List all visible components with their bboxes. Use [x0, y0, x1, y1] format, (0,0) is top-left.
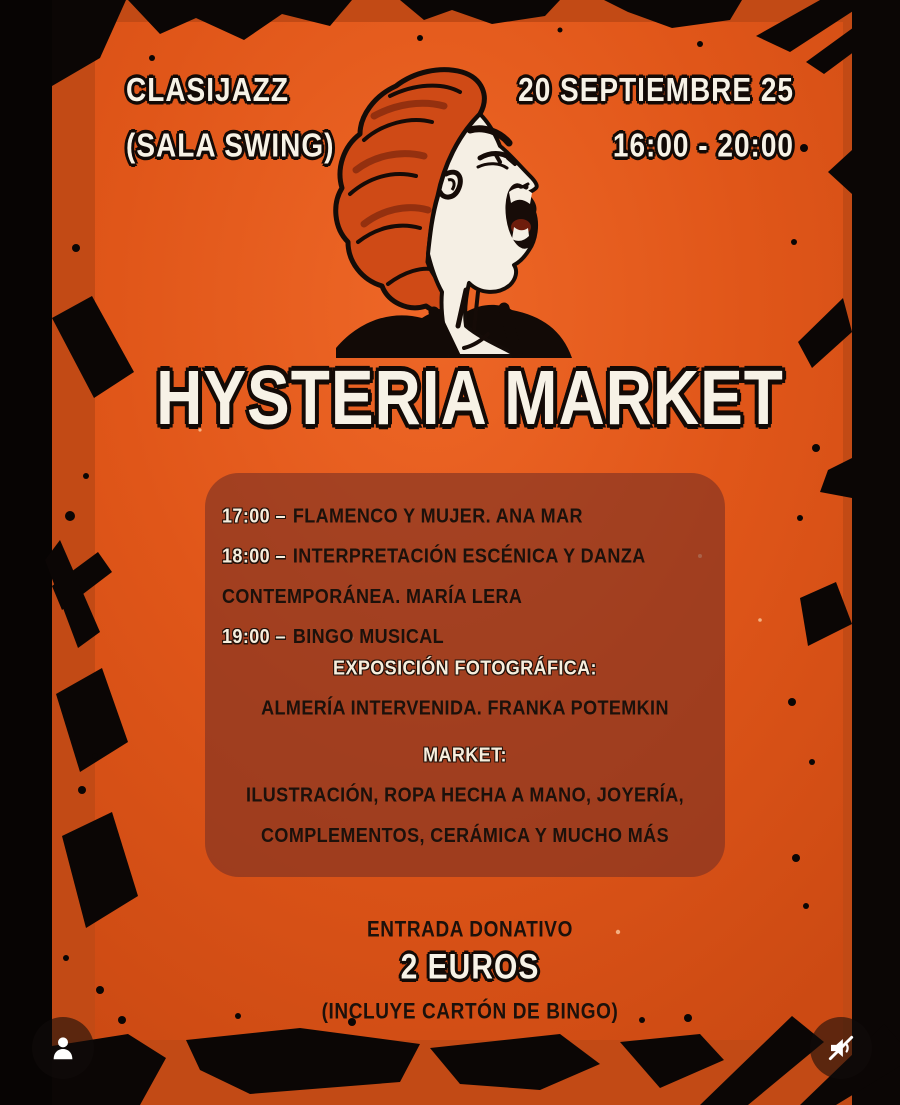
schedule-list — [222, 496, 714, 657]
entry-label: ENTRADA DONATIVO — [367, 918, 573, 943]
sound-off-icon — [826, 1033, 856, 1063]
mute-toggle-button[interactable] — [810, 1017, 872, 1079]
market-line: COMPLEMENTOS, CERÁMICA Y MUCHO MÁS — [261, 823, 669, 847]
venue-room: (SALA SWING) — [126, 126, 335, 164]
expo-detail: ALMERÍA INTERVENIDA. FRANKA POTEMKIN — [261, 696, 669, 720]
tagged-people-button[interactable] — [32, 1017, 94, 1079]
schedule-event: FLAMENCO Y MUJER. ANA MAR — [292, 504, 583, 528]
schedule-time: 17:00 – — [222, 504, 286, 528]
event-time-range: 16:00 - 20:00 — [612, 126, 794, 164]
poster-title: HYSTERIA MARKET — [156, 354, 784, 441]
person-icon — [48, 1033, 78, 1063]
price-note: (INCLUYE CARTÓN DE BINGO) — [321, 1000, 619, 1025]
venue-name: CLASIJAZZ — [126, 71, 289, 109]
schedule-time: 18:00 – — [222, 544, 286, 568]
schedule-time: 19:00 – — [222, 624, 286, 648]
expo-block — [205, 648, 725, 729]
screaming-woman-illustration — [330, 66, 590, 358]
market-heading: MARKET: — [423, 743, 507, 767]
schedule-row — [222, 496, 714, 536]
schedule-event: BINGO MUSICAL — [292, 624, 445, 648]
schedule-row — [222, 536, 714, 617]
expo-heading: EXPOSICIÓN FOTOGRÁFICA: — [333, 656, 597, 680]
venue-block — [126, 62, 335, 173]
price-label: 2 EUROS — [400, 948, 540, 987]
market-block — [205, 735, 725, 856]
market-line: ILUSTRACIÓN, ROPA HECHA A MANO, JOYERÍA, — [245, 783, 684, 807]
event-date: 20 SEPTIEMBRE 25 — [518, 71, 794, 109]
schedule-event: INTERPRETACIÓN ESCÉNICA Y DANZA CONTEMPORÁNEA. MARÍA LERA — [222, 544, 645, 608]
